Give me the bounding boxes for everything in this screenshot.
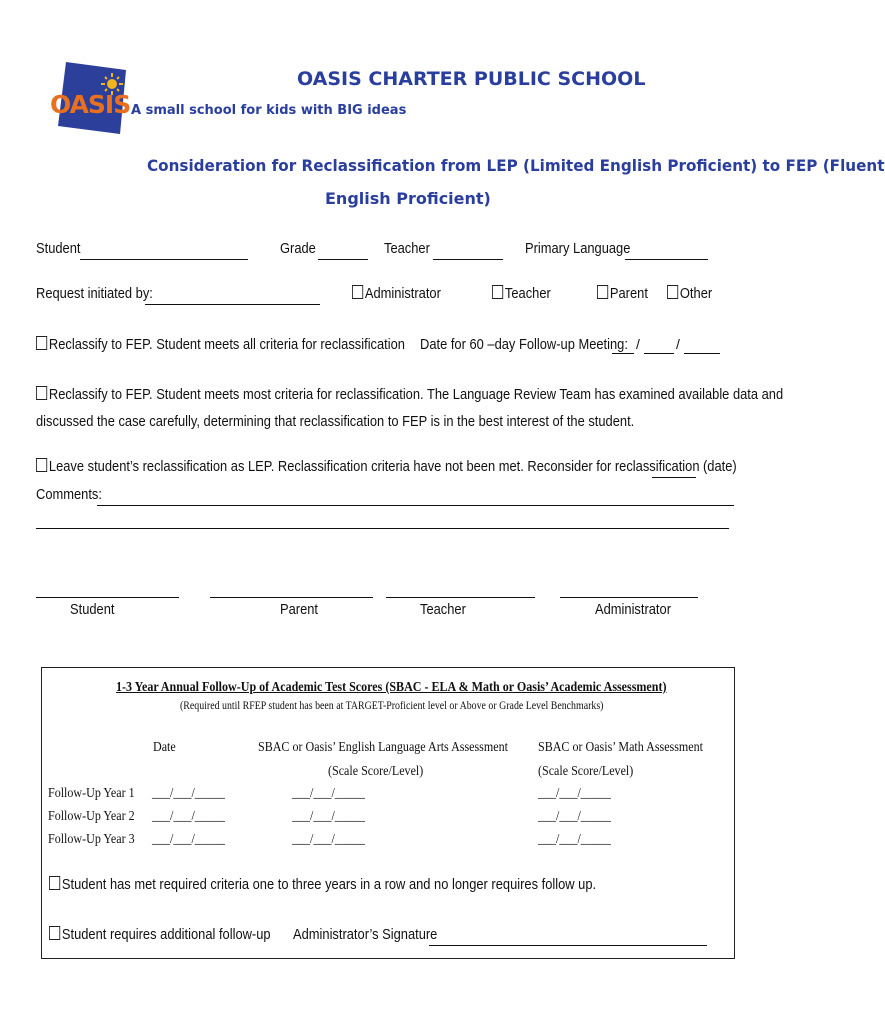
reclassify-most-label-2: discussed the case carefully, determining that reclassification to FEP is in the best interest of the student. — [36, 413, 635, 430]
school-logo — [50, 62, 132, 134]
option-other[interactable] — [667, 285, 712, 302]
year1-date-field[interactable]: ___/___/_____ — [152, 786, 225, 801]
option-teacher[interactable] — [492, 285, 551, 302]
followup-row-label: Follow-Up Year 2 — [48, 809, 135, 824]
reclassify-all-label: Reclassify to FEP. Student meets all criteria for reclassification — [48, 336, 405, 353]
grade-field[interactable] — [318, 259, 368, 260]
checkbox-icon[interactable] — [352, 285, 363, 299]
signature-parent-label: Parent — [280, 601, 319, 618]
col-ela-line1: SBAC or Oasis’ English Language Arts Assessment — [258, 740, 508, 755]
comments-field-2[interactable] — [36, 528, 729, 529]
signature-teacher-line[interactable] — [386, 597, 535, 598]
checkbox-icon[interactable] — [492, 285, 503, 299]
student-field[interactable] — [80, 259, 248, 260]
option-teacher-label: Teacher — [504, 285, 551, 302]
option-requires-followup[interactable] — [49, 926, 271, 943]
signature-administrator-label: Administrator — [595, 601, 671, 618]
requires-followup-label: Student requires additional follow-up — [61, 926, 271, 943]
year3-date-field[interactable]: ___/___/_____ — [152, 832, 225, 847]
checkbox-icon[interactable] — [36, 386, 47, 400]
signature-student-line[interactable] — [36, 597, 179, 598]
option-administrator-label: Administrator — [364, 285, 441, 302]
col-ela-line2: (Scale Score/Level) — [328, 764, 424, 779]
signature-administrator-line[interactable] — [560, 597, 698, 598]
admin-signature-label: Administrator’s Signature — [293, 926, 438, 943]
year1-ela-field[interactable]: ___/___/_____ — [292, 786, 365, 801]
checkbox-icon[interactable] — [667, 285, 678, 299]
request-initiated-field[interactable] — [145, 304, 320, 305]
leave-lep-label: Leave student’s reclassification as LEP. Reclassification criteria have not been met. Reconsider for reclassification — [48, 458, 700, 475]
option-met-criteria[interactable] — [49, 876, 596, 893]
option-parent-label: Parent — [609, 285, 648, 302]
grade-label: Grade — [280, 240, 316, 257]
checkbox-icon[interactable] — [36, 458, 47, 472]
followup-meeting-date[interactable]: / / — [612, 338, 720, 354]
col-math-line1: SBAC or Oasis’ Math Assessment — [538, 740, 703, 755]
checkbox-icon[interactable] — [49, 926, 60, 940]
primary-language-field[interactable] — [625, 259, 708, 260]
comments-field-1[interactable] — [97, 505, 734, 506]
met-criteria-label: Student has met required criteria one to three years in a row and no longer requires follow up. — [61, 876, 597, 893]
admin-signature-field[interactable] — [429, 945, 707, 946]
checkbox-icon[interactable] — [597, 285, 608, 299]
option-reclassify-most[interactable] — [36, 386, 783, 403]
comments-label: Comments: — [36, 486, 102, 503]
year2-ela-field[interactable]: ___/___/_____ — [292, 809, 365, 824]
year2-math-field[interactable]: ___/___/_____ — [538, 809, 611, 824]
reconsider-date-field[interactable] — [652, 477, 696, 478]
checkbox-icon[interactable] — [49, 876, 60, 890]
option-administrator[interactable] — [352, 285, 441, 302]
year3-ela-field[interactable]: ___/___/_____ — [292, 832, 365, 847]
checkbox-icon[interactable] — [36, 336, 47, 350]
reclassify-most-label-1: Reclassify to FEP. Student meets most criteria for reclassification. The Language Review Team has examined available data and — [48, 386, 784, 403]
teacher-field[interactable] — [433, 259, 503, 260]
option-parent[interactable] — [597, 285, 648, 302]
followup-meeting-label: Date for 60 –day Follow-up Meeting: — [420, 336, 628, 353]
col-date: Date — [153, 740, 176, 755]
signature-student-label: Student — [70, 601, 115, 618]
followup-subtitle: (Required until RFEP student has been at TARGET-Proficient level or Above or Grade Level Benchmarks) — [180, 700, 604, 712]
year3-math-field[interactable]: ___/___/_____ — [538, 832, 611, 847]
form-title-line1: Consideration for Reclassification from LEP (Limited English Proficient) to FEP (Fluent — [147, 156, 885, 175]
year2-date-field[interactable]: ___/___/_____ — [152, 809, 225, 824]
signature-parent-line[interactable] — [210, 597, 373, 598]
teacher-label: Teacher — [384, 240, 430, 257]
col-math-line2: (Scale Score/Level) — [538, 764, 634, 779]
option-reclassify-all[interactable] — [36, 336, 405, 353]
student-label: Student — [36, 240, 81, 257]
followup-box — [41, 667, 735, 959]
school-tagline: A small school for kids with BIG ideas — [131, 103, 407, 118]
option-leave-lep[interactable] — [36, 458, 699, 475]
signature-teacher-label: Teacher — [420, 601, 466, 618]
form-title-line2: English Proficient) — [325, 189, 491, 208]
primary-language-label: Primary Language — [525, 240, 631, 257]
logo-wordmark: OASIS — [50, 90, 131, 119]
followup-row-label: Follow-Up Year 3 — [48, 832, 135, 847]
followup-row-label: Follow-Up Year 1 — [48, 786, 135, 801]
year1-math-field[interactable]: ___/___/_____ — [538, 786, 611, 801]
request-initiated-label: Request initiated by: — [36, 285, 153, 302]
followup-title: 1-3 Year Annual Follow-Up of Academic Test Scores (SBAC - ELA & Math or Oasis’ Academic Assessment) — [116, 680, 667, 695]
option-other-label: Other — [679, 285, 713, 302]
school-name: OASIS CHARTER PUBLIC SCHOOL — [297, 68, 646, 90]
date-label: (date) — [703, 458, 737, 475]
